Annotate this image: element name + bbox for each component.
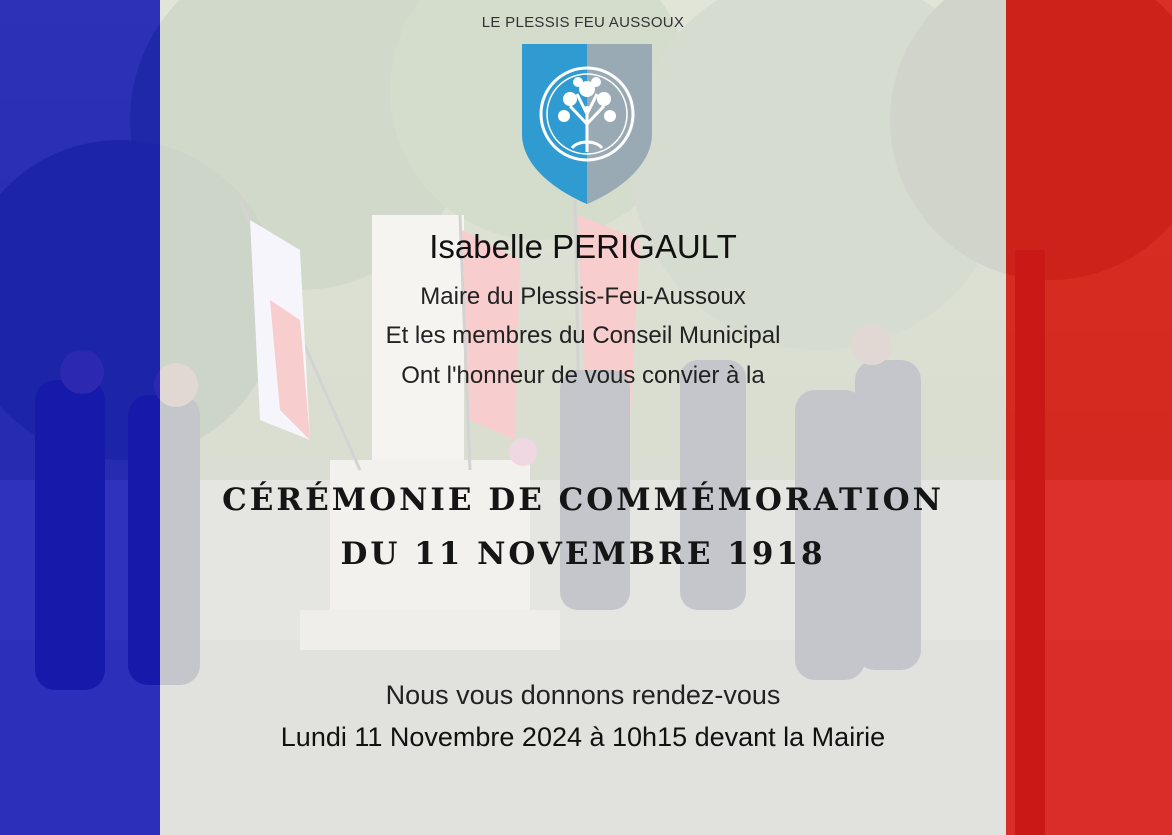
rendezvous-text: Nous vous donnons rendez-vous <box>385 680 781 710</box>
flag-band-blue <box>0 0 160 835</box>
council-line: Et les membres du Conseil Municipal <box>385 322 781 349</box>
date-details: 11 Novembre 2024 à 10h15 devant la Mairie <box>354 722 886 752</box>
mayor-title: Maire du Plessis-Feu-Aussoux <box>420 283 746 310</box>
event-date <box>160 722 1006 753</box>
flag-band-red <box>1006 0 1172 835</box>
ceremony-title-line2: DU 11 NOVEMBRE 1918 <box>340 536 826 572</box>
date-weekday: Lundi <box>280 722 355 752</box>
town-name: LE PLESSIS FEU AUSSOUX <box>481 14 685 31</box>
invitation-content <box>160 0 1006 835</box>
mayor-name: Isabelle PERIGAULT <box>429 228 737 265</box>
invitation-line: Ont l'honneur de vous convier à la <box>401 362 765 389</box>
ceremony-title-line1: CÉRÉMONIE DE COMMÉMORATION <box>222 482 944 518</box>
tree-of-life-crest-icon <box>522 44 652 204</box>
